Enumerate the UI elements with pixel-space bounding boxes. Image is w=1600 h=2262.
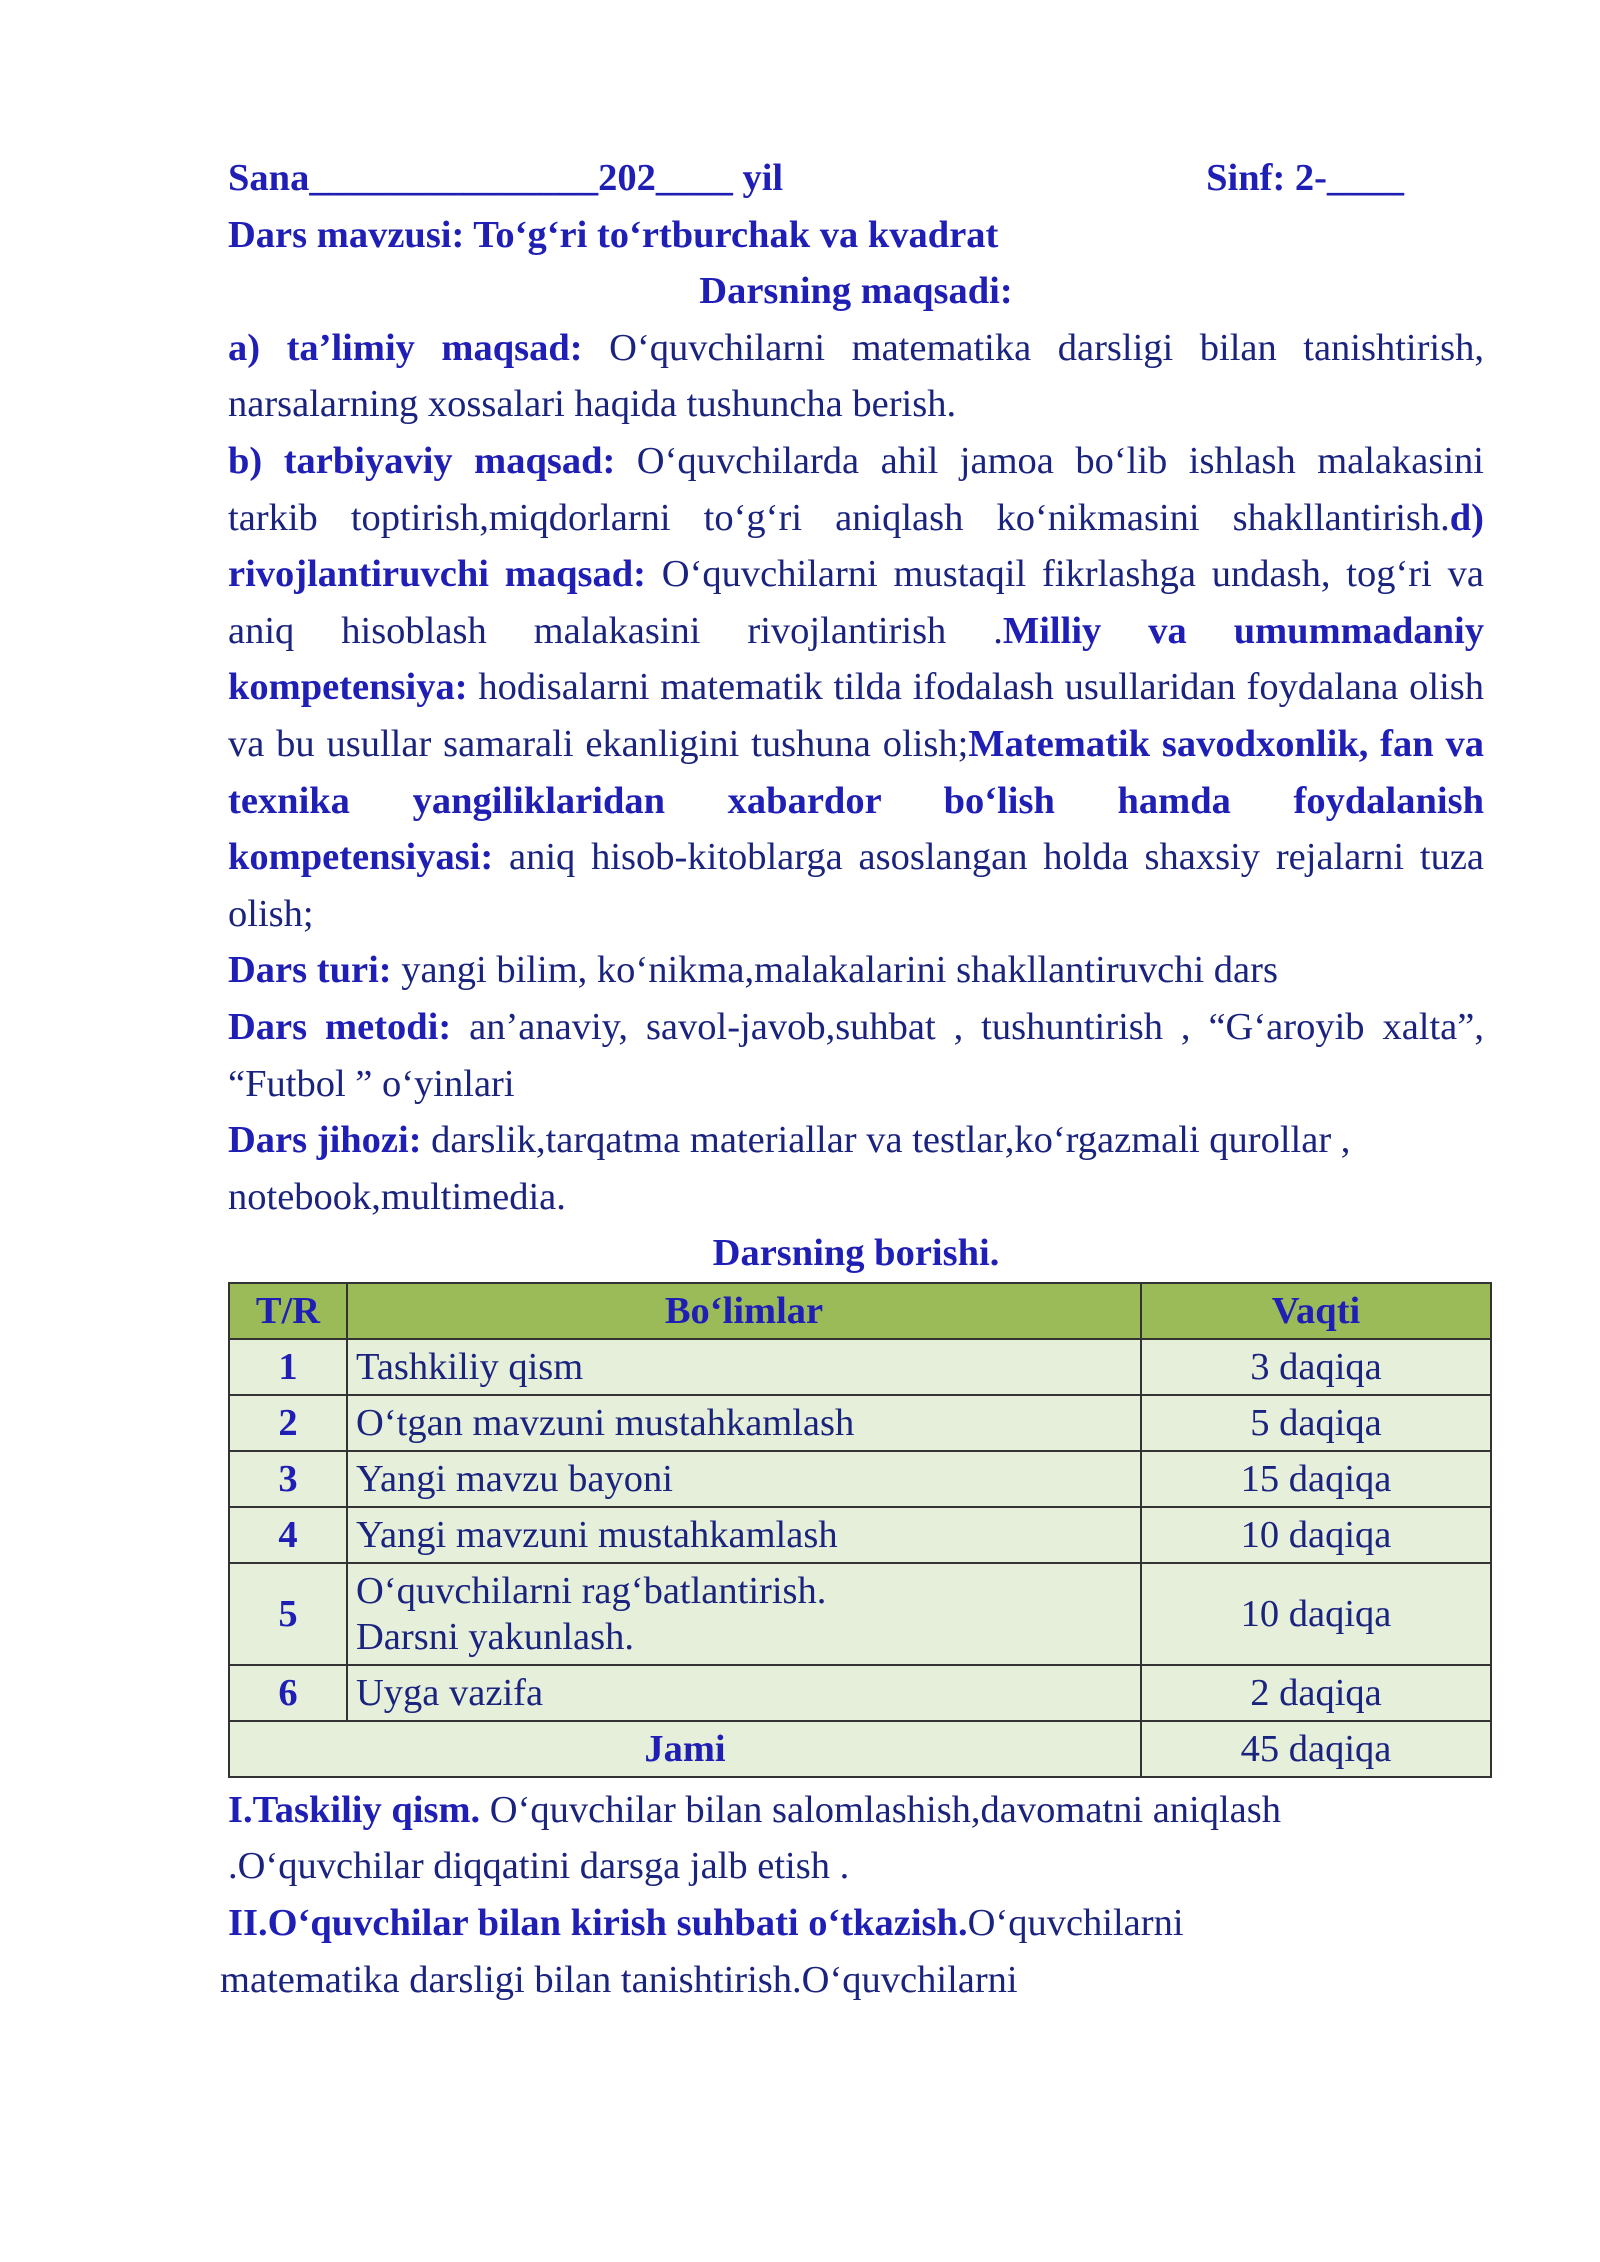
row-time: 3 daqiqa (1141, 1339, 1491, 1395)
row-time: 2 daqiqa (1141, 1665, 1491, 1721)
row-time: 15 daqiqa (1141, 1451, 1491, 1507)
table-row (229, 1451, 1491, 1507)
header-time: Vaqti (1141, 1283, 1491, 1339)
goal-b-d-comp (228, 433, 1484, 942)
plan-title: Darsning borishi. (712, 1232, 1000, 1275)
part-two (228, 1895, 1484, 1952)
goal-a-text: O‘quvchilarni matematika darsligi bilan tanishtirish, narsalarning xossalari haqida tushuncha berish. (228, 326, 1484, 426)
lesson-type (228, 942, 1484, 999)
lesson-equipment (228, 1112, 1484, 1225)
goal-a (228, 320, 1484, 433)
part-two-text: O‘quvchilarni (967, 1902, 1184, 1945)
row-section: Uyga vazifa (347, 1665, 1141, 1721)
comp1-label: Milliy va umummadaniy kompetensiya: (228, 609, 1484, 709)
comp2-text: aniq hisob-kitoblarga asoslangan holda shaxsiy rejalarni tuza olish; (228, 836, 1484, 935)
goal-d-label: d) rivojlantiruvchi maqsad: (228, 496, 1484, 596)
row-section: O‘quvchilarni rag‘batlantirish. Darsni yakunlash. (347, 1563, 1141, 1665)
row-number: 6 (229, 1665, 347, 1721)
total-time: 45 daqiqa (1141, 1721, 1491, 1777)
lesson-plan (220, 150, 1484, 2008)
table-row (229, 1665, 1491, 1721)
header-sections: Bo‘limlar (347, 1283, 1141, 1339)
row-section: Yangi mavzu bayoni (347, 1451, 1141, 1507)
comp1-text: hodisalarni matematik tilda ifodalash usullaridan foydalana olish va bu usullar samarali ekanligini tushuna olish; (228, 666, 1484, 765)
row-number: 4 (229, 1507, 347, 1563)
row-time: 10 daqiqa (1141, 1507, 1491, 1563)
lesson-topic: Dars mavzusi: To‘g‘ri to‘rtburchak va kvadrat (228, 213, 999, 256)
class-line: Sinf: 2-____ (1206, 157, 1404, 199)
table-total-row (229, 1721, 1491, 1777)
goals-title: Darsning maqsadi: (699, 270, 1013, 313)
row-number: 3 (229, 1451, 347, 1507)
lesson-method-text: an’anaviy, savol-javob,suhbat , tushuntirish , “G‘aroyib xalta”, “Futbol ” o‘yinlari (228, 1005, 1484, 1105)
part-one-label: I.Taskiliy qism. (228, 1788, 481, 1831)
table-row (229, 1507, 1491, 1563)
table-row (229, 1395, 1491, 1451)
table-header-row (229, 1283, 1491, 1339)
header-row (228, 150, 1484, 207)
goal-b-label: b) tarbiyaviy maqsad: (228, 439, 616, 482)
lesson-method (228, 999, 1484, 1112)
part-one (228, 1782, 1484, 1895)
comp2-label: Matematik savodxonlik, fan va texnika yangiliklaridan xabardor bo‘lish hamda foydalanish kompetensiyasi: (228, 722, 1484, 879)
lesson-type-text: yangi bilim, ko‘nikma,malakalarini shakllantiruvchi dars (391, 949, 1278, 992)
row-section: O‘tgan mavzuni mustahkamlash (347, 1395, 1141, 1451)
part-two-label: II.O‘quvchilar bilan kirish suhbati o‘tkazish. (228, 1902, 968, 1945)
table-row (229, 1339, 1491, 1395)
goal-a-label: a) ta’limiy maqsad: (228, 326, 583, 369)
part-two-continued: matematika darsligi bilan tanishtirish.O‘quvchilarni (220, 1958, 1018, 2001)
lesson-plan-table (228, 1282, 1492, 1778)
row-time: 5 daqiqa (1141, 1395, 1491, 1451)
lesson-type-label: Dars turi: (228, 949, 392, 992)
row-time: 10 daqiqa (1141, 1563, 1491, 1665)
lesson-equipment-label: Dars jihozi: (228, 1119, 422, 1162)
goal-b-text: O‘quvchilarda ahil jamoa bo‘lib ishlash malakasini tarkib toptirish,miqdorlarni to‘g‘ri aniqlash ko‘nikmasini shakllantirish. (228, 439, 1484, 539)
row-number: 5 (229, 1563, 347, 1665)
row-number: 2 (229, 1395, 347, 1451)
lesson-method-label: Dars metodi: (228, 1005, 452, 1048)
table-row (229, 1563, 1491, 1665)
row-section: Yangi mavzuni mustahkamlash (347, 1507, 1141, 1563)
row-number: 1 (229, 1339, 347, 1395)
header-tr: T/R (229, 1283, 347, 1339)
total-label: Jami (229, 1721, 1141, 1777)
lesson-equipment-text: darslik,tarqatma materiallar va testlar,ko‘rgazmali qurollar , notebook,multimedia. (228, 1119, 1351, 1218)
goal-d-text: O‘quvchilarni mustaqil fikrlashga undash, tog‘ri va aniq hisoblash malakasini rivojlantirish . (228, 553, 1484, 652)
date-line: Sana_______________202____ yil (228, 157, 784, 199)
row-section: Tashkiliy qism (347, 1339, 1141, 1395)
part-one-text: O‘quvchilar bilan salomlashish,davomatni aniqlash .O‘quvchilar diqqatini darsga jalb etish . (228, 1788, 1282, 1888)
